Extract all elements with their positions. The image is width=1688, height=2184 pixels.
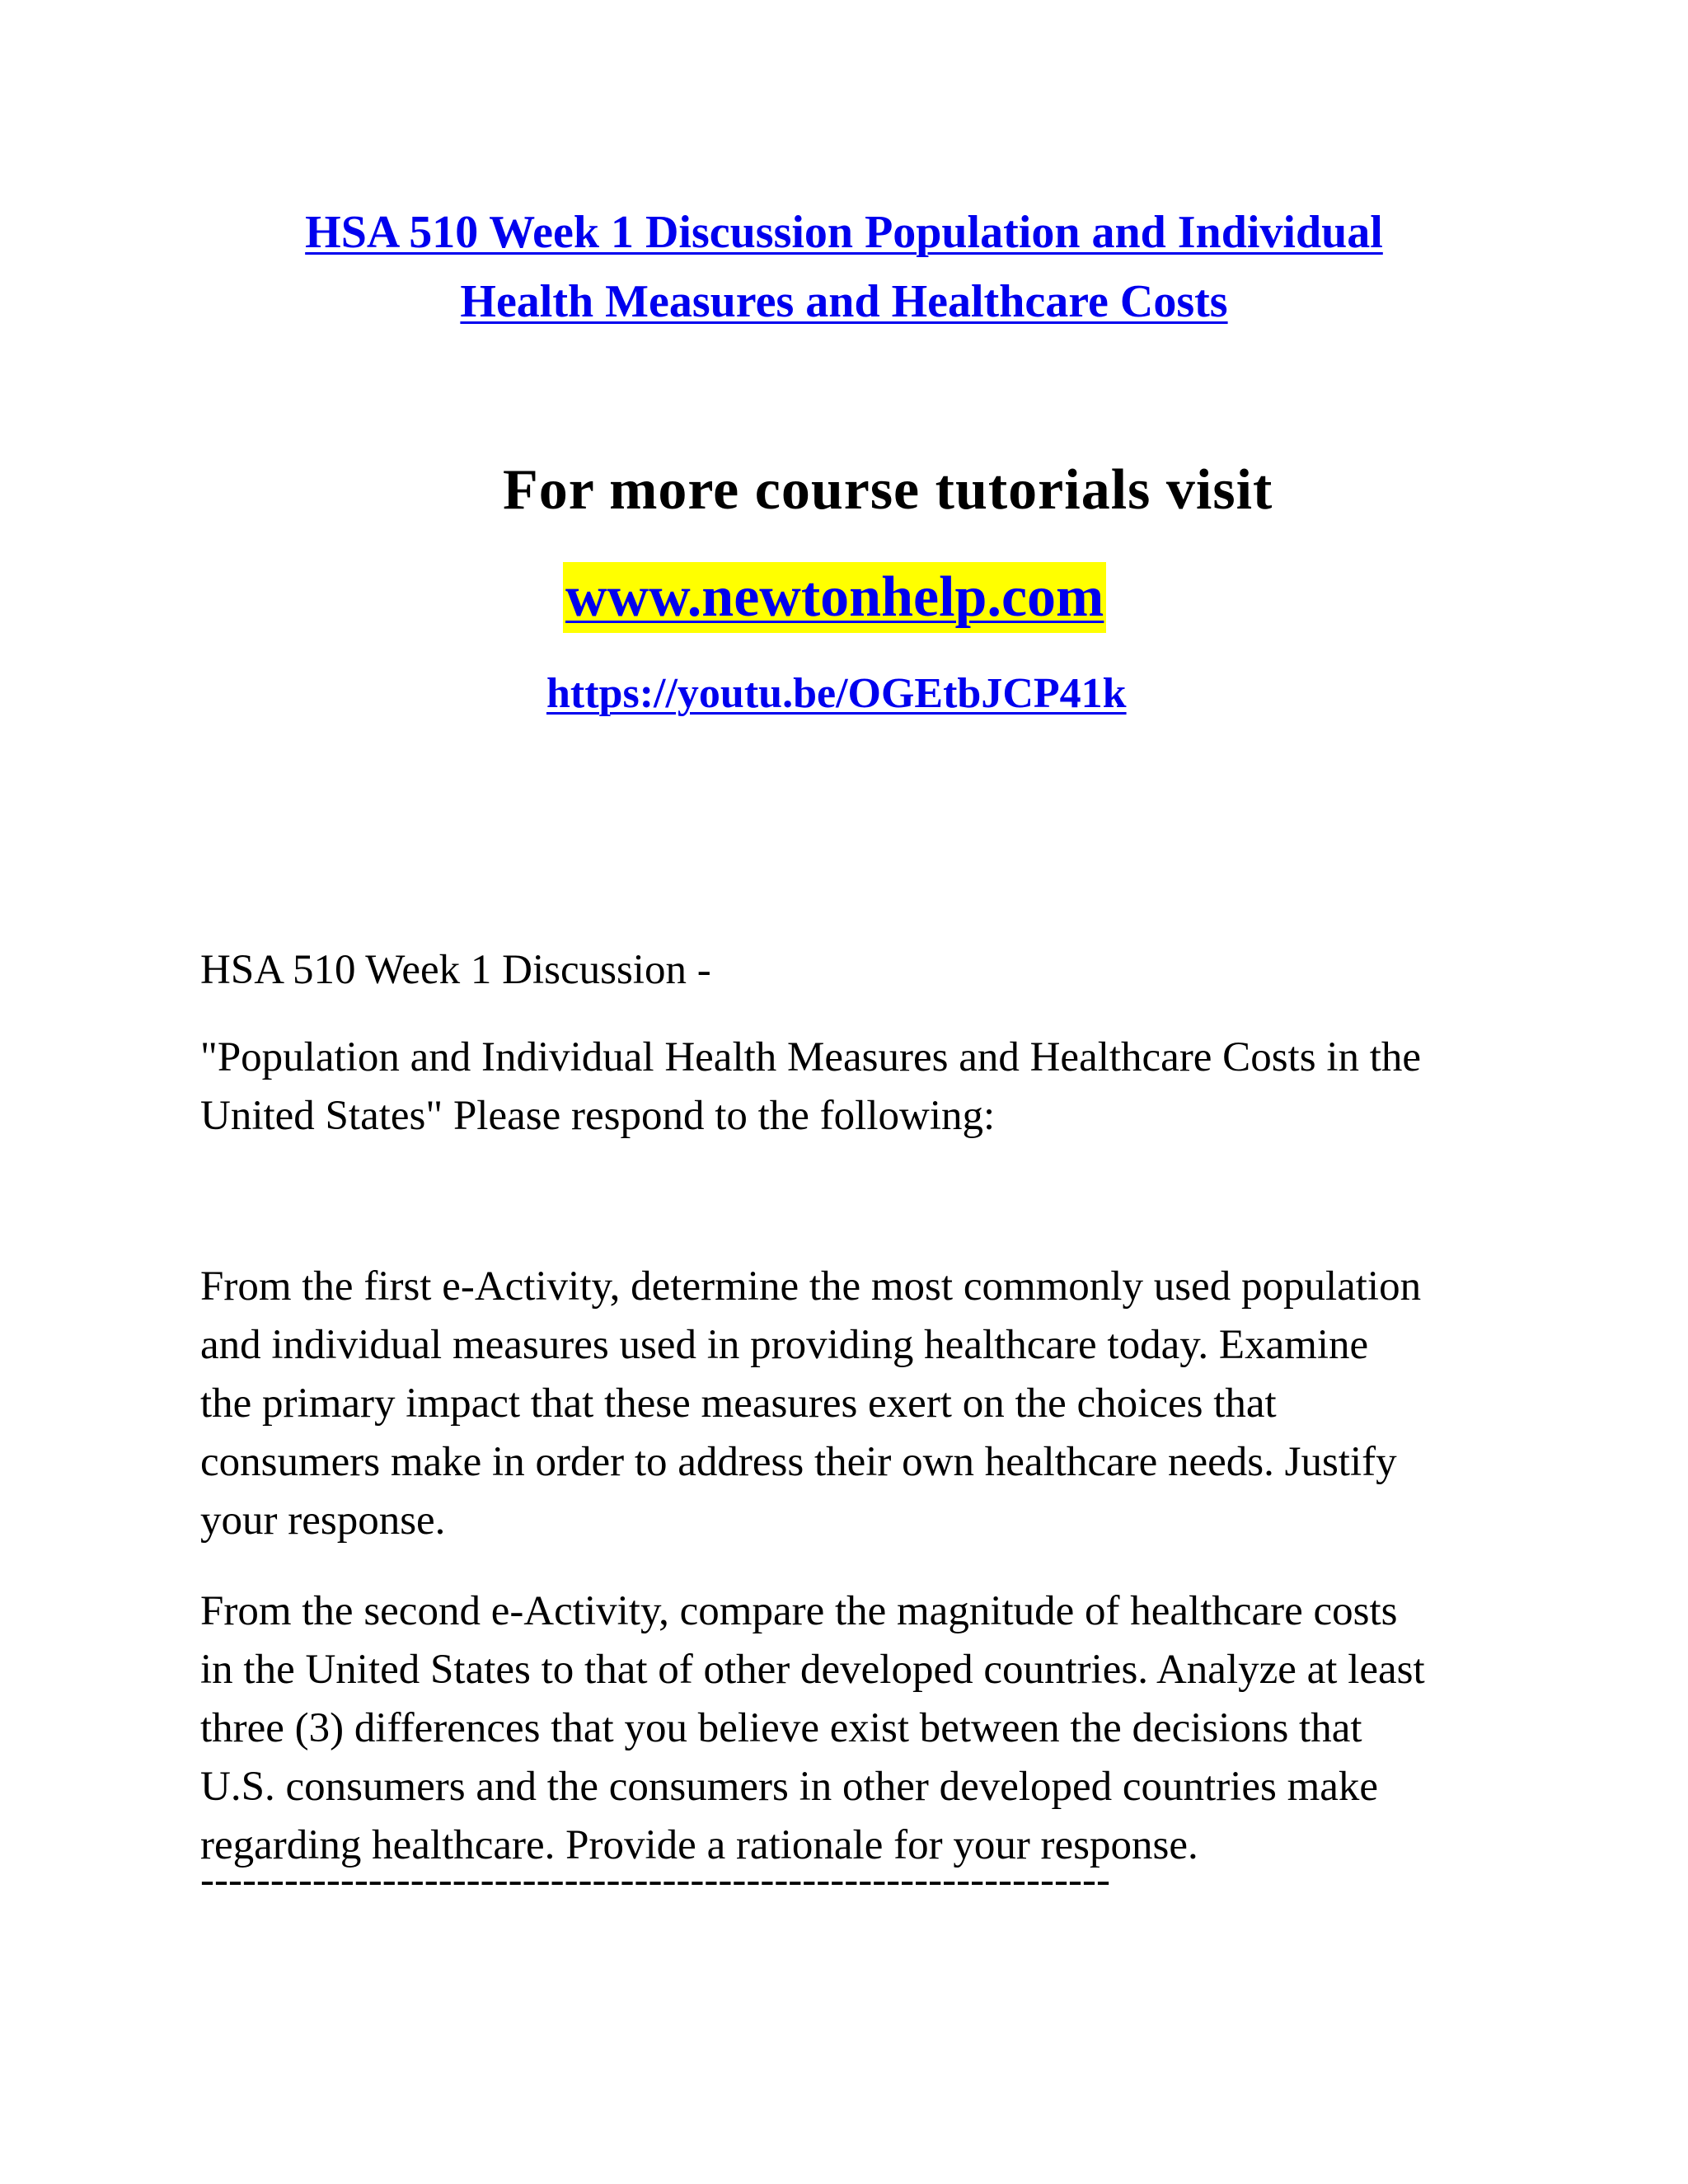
title-link-line1[interactable]: HSA 510 Week 1 Discussion Population and Individual — [305, 207, 1383, 258]
paragraph-line: the primary impact that these measures exert on the choices that — [200, 1380, 1277, 1427]
discussion-prompt — [200, 1029, 1519, 1146]
title-link-line2[interactable]: Health Measures and Healthcare Costs — [460, 276, 1228, 327]
paragraph-line: regarding healthcare. Provide a rationale for your response. — [200, 1822, 1198, 1868]
paragraph-line: three (3) differences that you believe exist between the decisions that — [200, 1705, 1362, 1751]
promo-text: For more course tutorials visit — [503, 458, 1273, 522]
dashed-divider: ----------------------------------------------------------------- — [200, 1857, 1110, 1903]
paragraph-line: your response. — [200, 1497, 446, 1544]
paragraph-line: consumers make in order to address their own healthcare needs. Justify — [200, 1439, 1397, 1485]
paragraph-first-activity — [200, 1258, 1519, 1550]
discussion-heading: HSA 510 Week 1 Discussion - — [200, 947, 711, 993]
prompt-line: United States" Please respond to the following: — [200, 1093, 996, 1139]
paragraph-line: and individual measures used in providing healthcare today. Examine — [200, 1322, 1369, 1368]
paragraph-second-activity — [200, 1582, 1519, 1875]
site-link[interactable]: www.newtonhelp.com — [563, 562, 1106, 633]
paragraph-line: U.S. consumers and the consumers in other developed countries make — [200, 1764, 1379, 1810]
video-link[interactable]: https://youtu.be/OGEtbJCP41k — [546, 670, 1127, 717]
paragraph-line: in the United States to that of other developed countries. Analyze at least — [200, 1647, 1425, 1693]
paragraph-line: From the second e-Activity, compare the magnitude of healthcare costs — [200, 1588, 1398, 1634]
paragraph-line: From the first e-Activity, determine the most commonly used population — [200, 1263, 1422, 1310]
document-title — [198, 198, 1490, 336]
prompt-line: "Population and Individual Health Measures and Healthcare Costs in the — [200, 1034, 1422, 1080]
